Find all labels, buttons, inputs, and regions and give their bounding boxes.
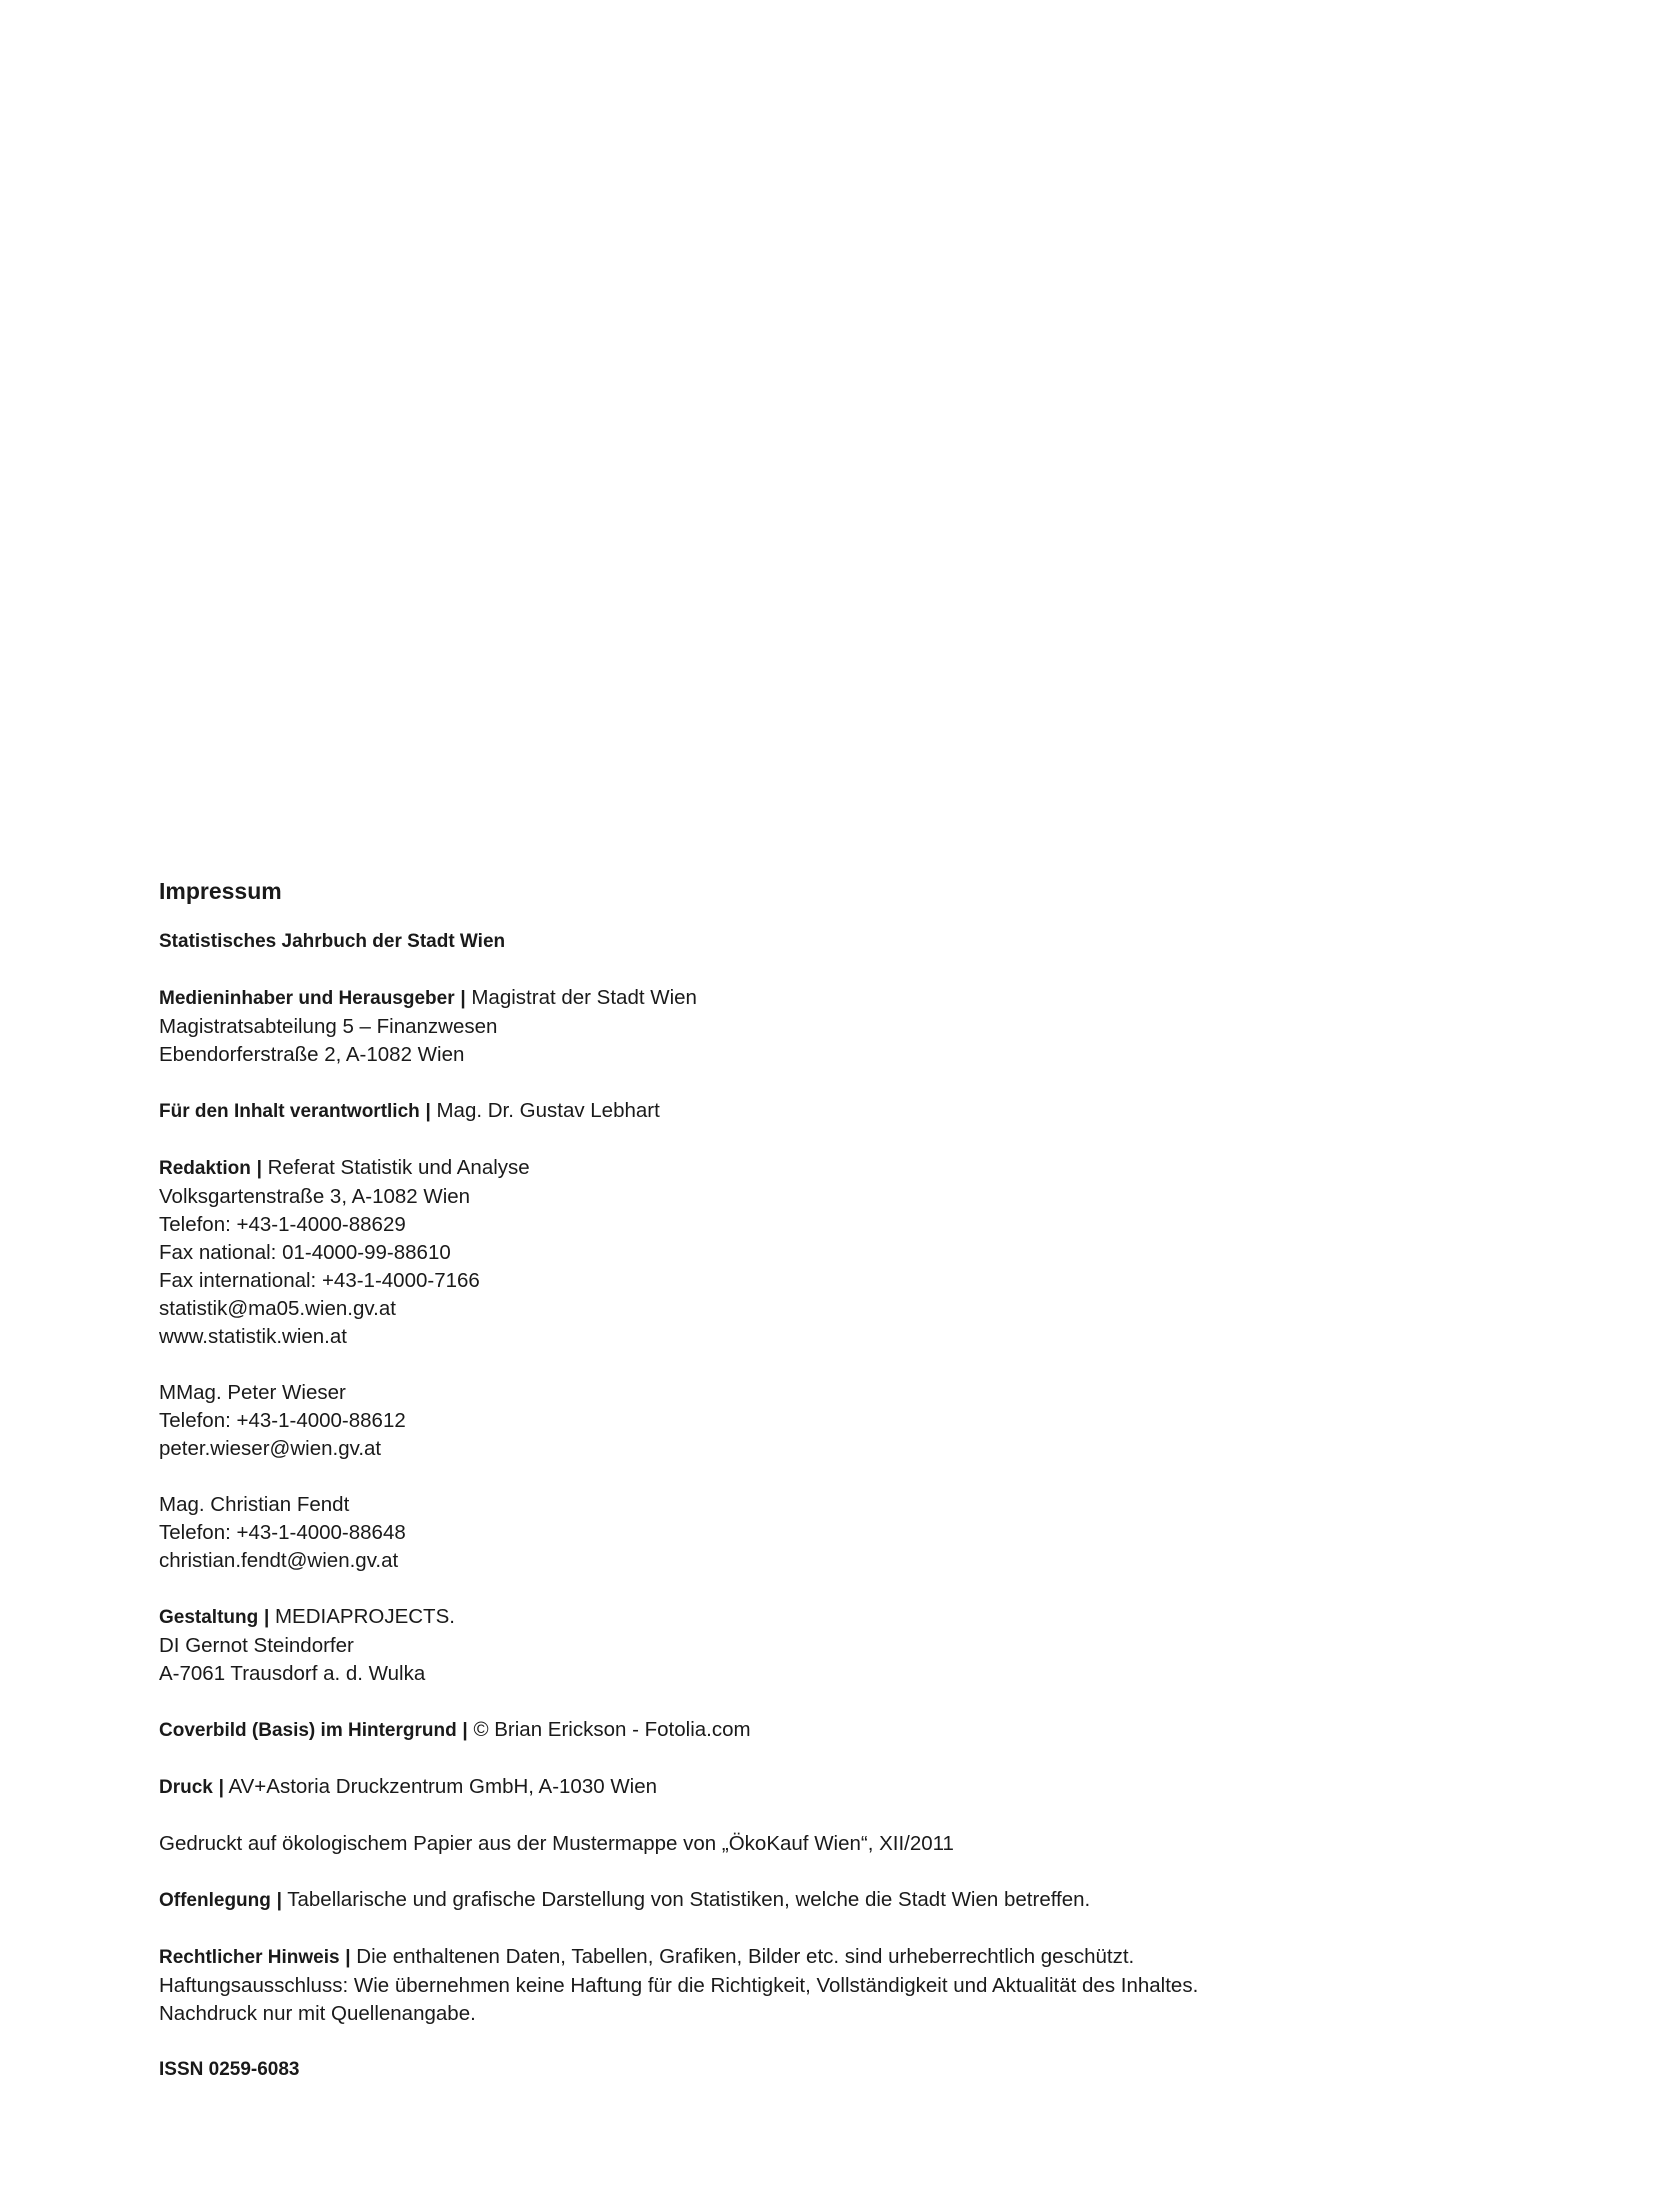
publication-block [159, 928, 1519, 956]
gestaltung-label: Gestaltung [159, 1607, 259, 1628]
offenlegung-block [159, 1886, 1519, 1915]
impressum-section [159, 876, 1519, 2112]
hinweis-block [159, 1943, 1519, 2028]
separator: | [425, 1101, 431, 1122]
contact-fendt-block [159, 1491, 1519, 1575]
coverbild-line [159, 1716, 1519, 1745]
hinweis-reprint: Nachdruck nur mit Quellenangabe. [159, 2002, 476, 2025]
contact-wieser-name: MMag. Peter Wieser [159, 1381, 346, 1404]
hinweis-value: Die enthaltenen Daten, Tabellen, Grafiken, Bilder etc. sind urheberrechtlich geschützt. [356, 1945, 1135, 1968]
separator: | [276, 1890, 282, 1911]
redaktion-block [159, 1154, 1519, 1351]
medieninhaber-label: Medieninhaber und Herausgeber [159, 988, 455, 1009]
coverbild-value: © Brian Erickson - Fotolia.com [473, 1718, 751, 1741]
separator: | [460, 988, 466, 1009]
separator: | [263, 1607, 270, 1628]
page-title: Impressum [159, 878, 282, 904]
issn-block [159, 2056, 1519, 2084]
publication-title: Statistisches Jahrbuch der Stadt Wien [159, 931, 506, 952]
redaktion-label: Redaktion [159, 1158, 251, 1179]
redaktion-line [159, 1154, 1519, 1183]
contact-fendt-name: Mag. Christian Fendt [159, 1493, 350, 1516]
separator: | [256, 1158, 262, 1179]
coverbild-label: Coverbild (Basis) im Hintergrund [159, 1720, 457, 1741]
medieninhaber-department: Magistratsabteilung 5 – Finanzwesen [159, 1015, 498, 1038]
contact-fendt-phone: Telefon: +43-1-4000-88648 [159, 1521, 406, 1544]
papier-block [159, 1830, 1519, 1858]
contact-wieser-email: peter.wieser@wien.gv.at [159, 1437, 382, 1460]
issn: ISSN 0259-6083 [159, 2059, 300, 2080]
offenlegung-label: Offenlegung [159, 1890, 271, 1911]
medieninhaber-address: Ebendorferstraße 2, A-1082 Wien [159, 1043, 465, 1066]
hinweis-label: Rechtlicher Hinweis [159, 1947, 340, 1968]
redaktion-value: Referat Statistik und Analyse [267, 1156, 530, 1179]
medieninhaber-value: Magistrat der Stadt Wien [471, 986, 697, 1009]
contact-wieser-phone: Telefon: +43-1-4000-88612 [159, 1409, 406, 1432]
separator: | [218, 1777, 224, 1798]
gestaltung-address: A-7061 Trausdorf a. d. Wulka [159, 1662, 426, 1685]
separator: | [462, 1720, 468, 1741]
offenlegung-line [159, 1886, 1519, 1915]
hinweis-disclaimer: Haftungsausschluss: Wie übernehmen keine Haftung für die Richtigkeit, Vollständigkeit und Aktualität des Inhaltes. [159, 1974, 1199, 1997]
gestaltung-person: DI Gernot Steindorfer [159, 1634, 354, 1657]
druck-block [159, 1773, 1519, 1802]
medieninhaber-block [159, 984, 1519, 1069]
redaktion-email: statistik@ma05.wien.gv.at [159, 1297, 396, 1320]
gestaltung-block [159, 1603, 1519, 1688]
redaktion-fax-international: Fax international: +43-1-4000-7166 [159, 1269, 480, 1292]
coverbild-block [159, 1716, 1519, 1745]
gestaltung-line [159, 1603, 1519, 1632]
gestaltung-value: MEDIAPROJECTS. [274, 1605, 455, 1628]
offenlegung-value: Tabellarische und grafische Darstellung von Statistiken, welche die Stadt Wien betreffen. [287, 1888, 1091, 1911]
redaktion-address: Volksgartenstraße 3, A-1082 Wien [159, 1185, 471, 1208]
verantwortlich-block [159, 1097, 1519, 1126]
contact-wieser-block [159, 1379, 1519, 1463]
verantwortlich-value: Mag. Dr. Gustav Lebhart [436, 1099, 660, 1122]
contact-fendt-email: christian.fendt@wien.gv.at [159, 1549, 399, 1572]
druck-value: AV+Astoria Druckzentrum GmbH, A-1030 Wien [228, 1775, 658, 1798]
separator: | [345, 1947, 351, 1968]
druck-label: Druck [159, 1777, 213, 1798]
hinweis-line [159, 1943, 1519, 1972]
verantwortlich-line [159, 1097, 1519, 1126]
medieninhaber-line [159, 984, 1519, 1013]
redaktion-fax-national: Fax national: 01-4000-99-88610 [159, 1241, 451, 1264]
verantwortlich-label: Für den Inhalt verantwortlich [159, 1101, 420, 1122]
druck-line [159, 1773, 1519, 1802]
papier-note: Gedruckt auf ökologischem Papier aus der Mustermappe von „ÖkoKauf Wien“, XII/2011 [159, 1832, 954, 1855]
redaktion-phone: Telefon: +43-1-4000-88629 [159, 1213, 406, 1236]
redaktion-website: www.statistik.wien.at [159, 1325, 347, 1348]
